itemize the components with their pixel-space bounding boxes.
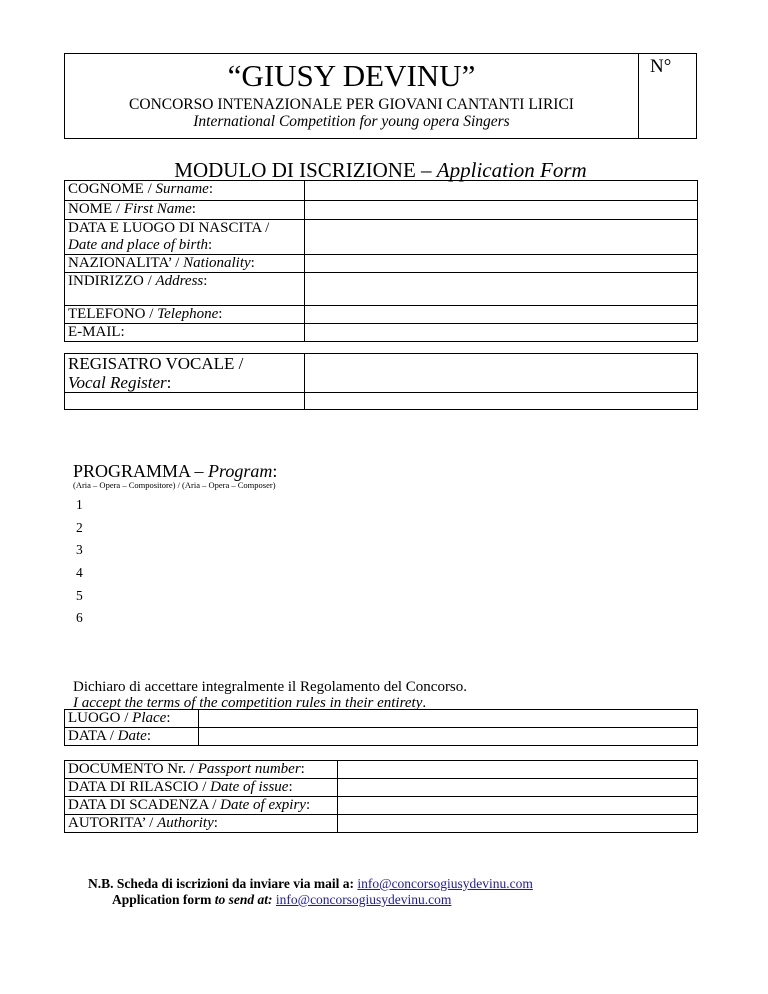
program-item-5: 5 (76, 588, 83, 603)
passport-number-field[interactable] (338, 761, 698, 779)
email-label: E-MAIL: (65, 324, 305, 342)
declaration-italian: Dichiaro di accettare integralmente il Regolamento del Concorso. (73, 679, 468, 695)
expiry-date-label: DATA DI SCADENZA / Date of expiry: (65, 797, 338, 815)
vocal-register-field[interactable] (305, 354, 698, 393)
telephone-label: TELEFONO / Telephone: (65, 306, 305, 324)
email-field[interactable] (305, 324, 698, 342)
date-field[interactable] (199, 728, 698, 746)
program-item-6: 6 (76, 610, 83, 625)
birth-date-place-label: DATA E LUOGO DI NASCITA / Date and place of birth: (65, 220, 305, 255)
address-label: INDIRIZZO / Address: (65, 273, 305, 306)
vocal-register-extra-right[interactable] (305, 393, 698, 410)
declaration-english: I accept the terms of the competition rules in their entirety. (73, 695, 427, 711)
submission-note-italian: N.B. Scheda di iscrizioni da inviare via mail a: info@concorsogiusydevinu.com (88, 876, 533, 891)
personal-data-table (64, 180, 698, 342)
submission-note-english: Application form to send at: info@concorsogiusydevinu.com (112, 892, 452, 907)
nationality-label: NAZIONALITA’ / Nationality: (65, 255, 305, 273)
address-field[interactable] (305, 273, 698, 306)
header-divider (638, 53, 639, 139)
vocal-register-extra-left[interactable] (65, 393, 305, 410)
competition-subtitle-english: International Competition for young opera Singers (193, 113, 510, 130)
issue-date-label: DATA DI RILASCIO / Date of issue: (65, 779, 338, 797)
telephone-field[interactable] (305, 306, 698, 324)
program-item-1: 1 (76, 497, 83, 512)
program-item-2: 2 (76, 520, 83, 535)
document-table (64, 760, 698, 833)
program-item-4: 4 (76, 565, 83, 580)
passport-number-label: DOCUMENTO Nr. / Passport number: (65, 761, 338, 779)
surname-field[interactable] (305, 181, 698, 201)
place-date-table (64, 709, 698, 746)
first-name-label: NOME / First Name: (65, 201, 305, 220)
surname-label: COGNOME / Surname: (65, 181, 305, 201)
expiry-date-field[interactable] (338, 797, 698, 815)
issue-date-field[interactable] (338, 779, 698, 797)
form-title: MODULO DI ISCRIZIONE – Application Form (174, 158, 587, 182)
date-label: DATA / Date: (65, 728, 199, 746)
email-link-2[interactable]: info@concorsogiusydevinu.com (275, 892, 452, 907)
competition-title: “GIUSY DEVINU” (227, 58, 476, 93)
program-item-3: 3 (76, 542, 83, 557)
email-link-1[interactable]: info@concorsogiusydevinu.com (357, 876, 533, 891)
place-field[interactable] (199, 710, 698, 728)
place-label: LUOGO / Place: (65, 710, 199, 728)
vocal-register-table (64, 353, 698, 410)
registration-number-label: N° (650, 56, 672, 77)
program-title: PROGRAMMA – Program: (73, 461, 278, 481)
nationality-field[interactable] (305, 255, 698, 273)
authority-label: AUTORITA’ / Authority: (65, 815, 338, 833)
birth-date-place-field[interactable] (305, 220, 698, 255)
vocal-register-label: REGISATRO VOCALE / Vocal Register: (65, 354, 305, 393)
authority-field[interactable] (338, 815, 698, 833)
first-name-field[interactable] (305, 201, 698, 220)
competition-subtitle-italian: CONCORSO INTENAZIONALE PER GIOVANI CANTANTI LIRICI (129, 96, 574, 113)
program-subtitle: (Aria – Opera – Compositore) / (Aria – Opera – Composer) (73, 480, 276, 490)
